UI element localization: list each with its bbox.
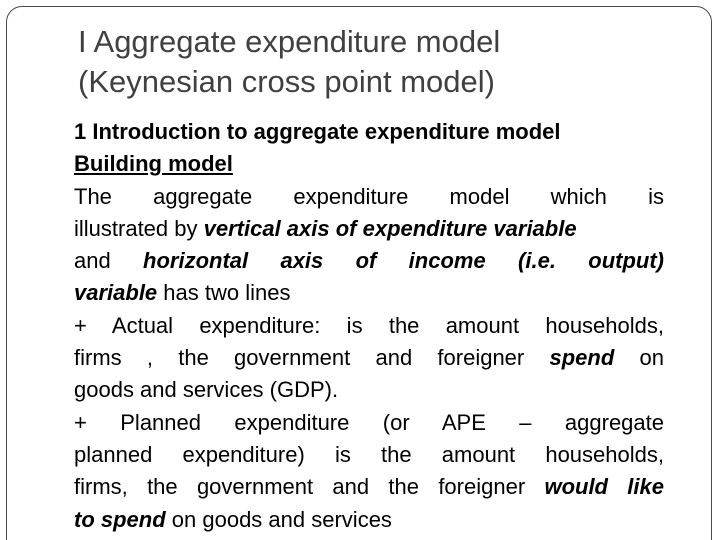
subheading-line	[74, 148, 664, 180]
p3-l4-text: on goods and services	[165, 506, 392, 532]
paragraph-1-line-1: The aggregate expenditure model which is	[74, 183, 664, 209]
p2-l2-emphasis: spend	[549, 345, 615, 371]
paragraph-1-line-3	[74, 245, 664, 277]
paragraph-2-line-2	[74, 342, 664, 374]
paragraph-2-line-1: + Actual expenditure: is the amount households,	[74, 312, 664, 338]
p3-l4-emphasis: to spend	[74, 506, 166, 532]
paragraph-1-line-4	[74, 277, 664, 309]
slide-body	[74, 116, 664, 536]
p1-l4-text: has two lines	[157, 280, 291, 306]
p2-l2-text: firms , the government and foreigner	[74, 345, 550, 371]
paragraph-3-line-3	[74, 471, 664, 503]
paragraph-3-line-2: planned expenditure) is the amount households,	[74, 441, 664, 467]
title-line-2: (Keynesian cross point model)	[78, 64, 495, 99]
paragraph-3-line-4	[74, 504, 664, 536]
paragraph-2-line-3: goods and services (GDP).	[74, 377, 339, 403]
section-heading: 1 Introduction to aggregate expenditure model	[74, 119, 561, 144]
p1-l3-text: and	[74, 248, 144, 274]
subheading: Building model	[74, 151, 233, 177]
p1-l2-emphasis: vertical axis of expenditure variable	[203, 215, 577, 241]
title-line-1: I Aggregate expenditure model	[78, 24, 501, 59]
p2-l2-tail: on	[614, 345, 664, 371]
paragraph-3-line-1: + Planned expenditure (or APE – aggregate	[74, 409, 664, 435]
slide-title	[78, 22, 678, 102]
p1-l4-emphasis: variable	[74, 280, 158, 306]
p3-l3-text: firms, the government and the foreigner	[74, 474, 545, 500]
p3-l3-emphasis: would like	[544, 474, 664, 500]
p1-l2-text: illustrated by	[74, 215, 204, 241]
p1-l3-emphasis: horizontal axis of income (i.e. output)	[143, 248, 664, 274]
paragraph-1-line-2	[74, 213, 664, 245]
